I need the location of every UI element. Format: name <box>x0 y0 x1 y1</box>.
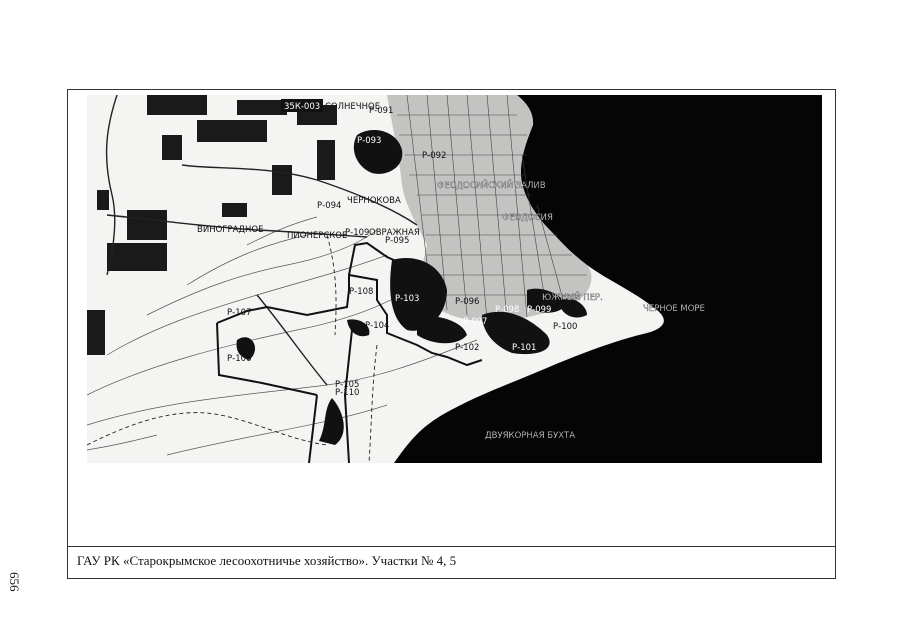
page-number: 656 <box>7 572 22 592</box>
village-label-pionerskoe: ПИОНЕРСКОЕ <box>287 231 348 241</box>
plot-label-r103: Р-103 <box>395 294 420 304</box>
plot-label-r104: Р-104 <box>365 321 390 331</box>
plot-label-r095: Р-095 <box>385 236 410 246</box>
label-solnechnoe: СОЛНЕЧНОЕ <box>325 102 381 112</box>
plot-label-r105: Р-105 <box>335 380 360 390</box>
frame-divider <box>67 546 836 547</box>
city-label-feodosia: ФЕОДОСИЯ <box>502 213 553 223</box>
plot-label-r093: Р-093 <box>357 136 382 146</box>
plot-label-r110: Р-110 <box>335 388 360 398</box>
plot-label-r106: Р-106 <box>227 354 252 364</box>
village-label-chernokova: ЧЕРНОКОВА <box>347 196 401 206</box>
plot-label-r109: Р-109 <box>345 228 370 238</box>
plot-label-r091: Р-091 <box>369 106 394 116</box>
gulf-label: ФЕОДОСИЙСКИЙ ЗАЛИВ <box>437 181 546 191</box>
plot-label-r098: Р-098 <box>495 305 520 315</box>
plot-label-r097: Р-097 <box>463 317 488 327</box>
map-caption: ГАУ РК «Старокрымское лесоохотничье хозяйство». Участки № 4, 5 <box>77 553 457 568</box>
plot-label-r102: Р-102 <box>455 343 480 353</box>
plot-label-r100: Р-100 <box>553 322 578 332</box>
village-label-ovrazhnaya: ОВРАЖНАЯ <box>369 228 420 238</box>
route-code: 35К-003 <box>284 102 321 112</box>
plot-label-r107: Р-107 <box>227 308 252 318</box>
village-label-vinogradnoe: ВИНОГРАДНОЕ <box>197 225 264 235</box>
plot-label-r094: Р-094 <box>317 201 342 211</box>
plot-label-r099: Р-099 <box>527 305 552 315</box>
plot-label-r092: Р-092 <box>422 151 447 161</box>
plot-label-r108: Р-108 <box>349 287 374 297</box>
plot-label-r101: Р-101 <box>512 343 537 353</box>
bay-label-dvuyakornaya: ДВУЯКОРНАЯ БУХТА <box>485 431 576 441</box>
sea-label-black-sea: ЧЕРНОЕ МОРЕ <box>643 304 705 314</box>
plot-label-r096: Р-096 <box>455 297 480 307</box>
map-view[interactable] <box>87 95 822 463</box>
street-label: ЮЖНЫЙ ПЕР. <box>542 293 603 303</box>
